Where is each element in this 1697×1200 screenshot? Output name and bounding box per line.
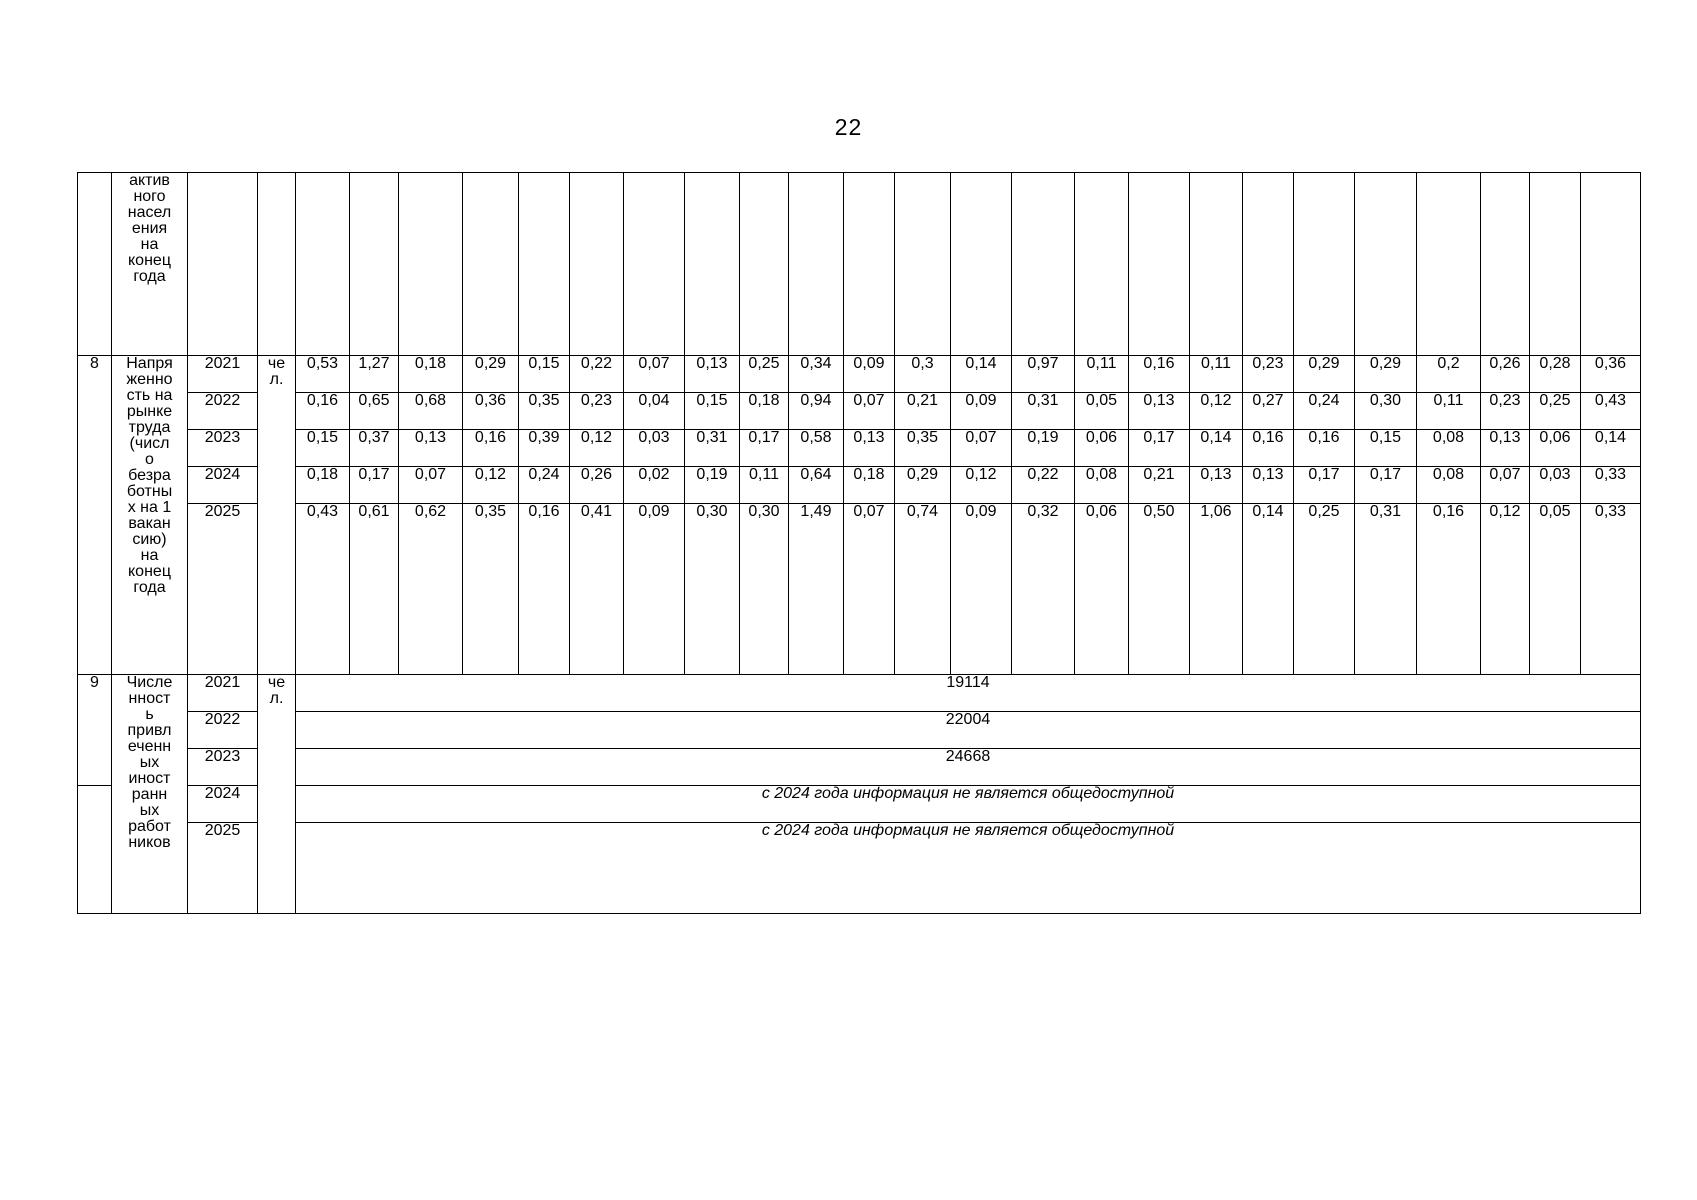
value-cell: 0,06 [1530, 430, 1581, 467]
value-cell: 0,07 [844, 504, 895, 675]
value-cell: 1,06 [1190, 504, 1243, 675]
value-cell: 0,28 [1530, 356, 1581, 393]
value-cell: 0,62 [399, 504, 463, 675]
year-cell [188, 173, 258, 356]
value-cell [519, 173, 570, 356]
value-cell [1481, 173, 1530, 356]
value-cell: 0,15 [519, 356, 570, 393]
value-cell: 0,05 [1075, 393, 1129, 430]
value-cell: 0,12 [1190, 393, 1243, 430]
value-cell: 0,36 [463, 393, 519, 430]
value-cell: 0,18 [844, 467, 895, 504]
value-cell: 0,16 [296, 393, 350, 430]
value-cell: 0,16 [1294, 430, 1355, 467]
table-row [78, 356, 1692, 393]
value-cell: 0,07 [951, 430, 1012, 467]
value-cell: 0,65 [350, 393, 399, 430]
value-cell: 0,25 [1294, 504, 1355, 675]
value-cell: 0,35 [895, 430, 951, 467]
table-row [78, 786, 1692, 823]
value-cell: 0,06 [1075, 430, 1129, 467]
value-cell [789, 173, 844, 356]
value-cell: 0,29 [1355, 356, 1417, 393]
value-cell: 0,24 [1294, 393, 1355, 430]
value-cell: 0,26 [1481, 356, 1530, 393]
value-cell: 0,25 [740, 356, 789, 393]
value-cell: 0,3 [895, 356, 951, 393]
value-cell: 0,23 [1481, 393, 1530, 430]
value-cell: 0,04 [624, 393, 685, 430]
value-cell [1530, 173, 1581, 356]
value-cell [895, 173, 951, 356]
value-cell: 0,11 [1190, 356, 1243, 393]
value-cell: 0,11 [740, 467, 789, 504]
value-cell: 0,07 [624, 356, 685, 393]
value-cell: 0,30 [1355, 393, 1417, 430]
value-cell: 0,31 [1012, 393, 1075, 430]
value-cell: 0,68 [399, 393, 463, 430]
value-cell: 0,07 [399, 467, 463, 504]
table-row [78, 712, 1692, 749]
year-cell: 2022 [188, 393, 258, 430]
value-cell [1012, 173, 1075, 356]
value-cell: 0,13 [1129, 393, 1190, 430]
value-cell: 0,36 [1581, 356, 1641, 393]
value-cell: 0,23 [570, 393, 624, 430]
value-cell: 0,18 [740, 393, 789, 430]
value-cell [1243, 173, 1294, 356]
value-cell: 0,13 [844, 430, 895, 467]
row-number: 8 [78, 356, 112, 675]
value-cell: 0,09 [951, 393, 1012, 430]
value-cell: 0,50 [1129, 504, 1190, 675]
value-cell: 0,07 [844, 393, 895, 430]
value-cell: 0,61 [350, 504, 399, 675]
value-cell: 0,30 [685, 504, 740, 675]
value-cell: 0,13 [399, 430, 463, 467]
note-cell: с 2024 года информация не является общедоступной [296, 823, 1641, 914]
value-cell [1075, 173, 1129, 356]
value-cell [624, 173, 685, 356]
value-cell: 0,97 [1012, 356, 1075, 393]
year-cell: 2021 [188, 675, 258, 712]
value-cell: 0,09 [951, 504, 1012, 675]
value-cell: 0,22 [1012, 467, 1075, 504]
value-cell: 0,21 [1129, 467, 1190, 504]
value-cell: 0,11 [1417, 393, 1481, 430]
value-cell: 0,09 [844, 356, 895, 393]
value-cell: 0,13 [1190, 467, 1243, 504]
value-cell: 0,12 [1481, 504, 1530, 675]
value-cell: 0,17 [1129, 430, 1190, 467]
table-row [78, 393, 1692, 430]
value-cell: 0,18 [296, 467, 350, 504]
value-cell: 0,14 [1581, 430, 1641, 467]
row-number-cell [78, 786, 112, 914]
value-cell: 0,14 [1243, 504, 1294, 675]
table-row [78, 430, 1692, 467]
value-cell: 0,08 [1417, 467, 1481, 504]
value-cell: 0,35 [519, 393, 570, 430]
value-cell: 0,29 [895, 467, 951, 504]
value-cell: 1,49 [789, 504, 844, 675]
note-cell: с 2024 года информация не является общедоступной [296, 786, 1641, 823]
table-row [78, 749, 1692, 786]
table-row [78, 467, 1692, 504]
value-cell: 0,27 [1243, 393, 1294, 430]
value-cell: 0,58 [789, 430, 844, 467]
value-cell [399, 173, 463, 356]
value-cell: 0,64 [789, 467, 844, 504]
value-cell: 0,22 [570, 356, 624, 393]
table-row [78, 675, 1692, 712]
unit-cell: че л. [258, 356, 296, 675]
value-cell: 0,23 [1243, 356, 1294, 393]
value-cell: 22004 [296, 712, 1641, 749]
value-cell: 0,03 [1530, 467, 1581, 504]
value-cell: 0,53 [296, 356, 350, 393]
value-cell: 0,15 [296, 430, 350, 467]
value-cell: 0,17 [1355, 467, 1417, 504]
value-cell: 0,16 [1417, 504, 1481, 675]
value-cell [844, 173, 895, 356]
row-number-cell [78, 173, 112, 356]
value-cell: 0,16 [1243, 430, 1294, 467]
year-cell: 2024 [188, 786, 258, 823]
value-cell: 0,41 [570, 504, 624, 675]
value-cell: 0,14 [951, 356, 1012, 393]
value-cell: 0,29 [1294, 356, 1355, 393]
value-cell: 0,24 [519, 467, 570, 504]
table-row [78, 173, 1692, 356]
value-cell: 0,13 [685, 356, 740, 393]
value-cell: 0,37 [350, 430, 399, 467]
page-number: 22 [834, 114, 863, 140]
value-cell [1190, 173, 1243, 356]
value-cell: 0,14 [1190, 430, 1243, 467]
value-cell: 0,31 [1355, 504, 1417, 675]
value-cell: 0,74 [895, 504, 951, 675]
value-cell: 0,12 [570, 430, 624, 467]
value-cell: 0,13 [1481, 430, 1530, 467]
value-cell: 0,05 [1530, 504, 1581, 675]
value-cell: 0,33 [1581, 504, 1641, 675]
value-cell: 0,16 [463, 430, 519, 467]
value-cell: 0,13 [1243, 467, 1294, 504]
value-cell: 0,12 [951, 467, 1012, 504]
value-cell: 0,11 [1075, 356, 1129, 393]
value-cell [350, 173, 399, 356]
value-cell [570, 173, 624, 356]
value-cell: 0,21 [895, 393, 951, 430]
value-cell: 0,06 [1075, 504, 1129, 675]
year-cell: 2023 [188, 430, 258, 467]
value-cell: 0,09 [624, 504, 685, 675]
value-cell [1294, 173, 1355, 356]
value-cell: 0,30 [740, 504, 789, 675]
value-cell [1129, 173, 1190, 356]
year-cell: 2025 [188, 504, 258, 675]
value-cell [1581, 173, 1641, 356]
value-cell [951, 173, 1012, 356]
year-cell: 2023 [188, 749, 258, 786]
value-cell: 0,07 [1481, 467, 1530, 504]
value-cell: 0,15 [685, 393, 740, 430]
value-cell [740, 173, 789, 356]
value-cell: 0,18 [399, 356, 463, 393]
value-cell [296, 173, 350, 356]
value-cell [1417, 173, 1481, 356]
value-cell: 0,43 [1581, 393, 1641, 430]
unit-cell: че л. [258, 675, 296, 914]
value-cell: 24668 [296, 749, 1641, 786]
year-cell: 2024 [188, 467, 258, 504]
value-cell: 0,03 [624, 430, 685, 467]
year-cell: 2021 [188, 356, 258, 393]
value-cell: 0,19 [1012, 430, 1075, 467]
value-cell [463, 173, 519, 356]
row-number: 9 [78, 675, 112, 786]
table-row [78, 504, 1692, 675]
value-cell: 0,02 [624, 467, 685, 504]
value-cell: 19114 [296, 675, 1641, 712]
value-cell: 0,33 [1581, 467, 1641, 504]
row-label: Числе нност ь привл еченн ых иност ранн ых работ ников [112, 675, 188, 914]
value-cell: 0,29 [463, 356, 519, 393]
value-cell [685, 173, 740, 356]
year-cell: 2022 [188, 712, 258, 749]
indicators-table [77, 172, 1692, 914]
value-cell: 0,94 [789, 393, 844, 430]
value-cell: 0,15 [1355, 430, 1417, 467]
value-cell: 0,12 [463, 467, 519, 504]
value-cell: 0,32 [1012, 504, 1075, 675]
table-row [78, 823, 1692, 914]
value-cell: 0,16 [1129, 356, 1190, 393]
value-cell: 0,08 [1417, 430, 1481, 467]
row-label: Напря женно сть на рынке труда (числ о безра ботны х на 1 вакан сию) на конец года [112, 356, 188, 675]
value-cell: 0,16 [519, 504, 570, 675]
value-cell: 0,17 [1294, 467, 1355, 504]
value-cell: 0,19 [685, 467, 740, 504]
unit-cell [258, 173, 296, 356]
value-cell: 0,43 [296, 504, 350, 675]
value-cell: 0,25 [1530, 393, 1581, 430]
year-cell: 2025 [188, 823, 258, 914]
value-cell [1355, 173, 1417, 356]
value-cell: 0,2 [1417, 356, 1481, 393]
value-cell: 0,31 [685, 430, 740, 467]
value-cell: 0,17 [740, 430, 789, 467]
value-cell: 0,17 [350, 467, 399, 504]
row-label-continued: актив ного насел ения на конец года [112, 173, 188, 356]
value-cell: 0,08 [1075, 467, 1129, 504]
value-cell: 0,34 [789, 356, 844, 393]
value-cell: 0,39 [519, 430, 570, 467]
value-cell: 1,27 [350, 356, 399, 393]
value-cell: 0,35 [463, 504, 519, 675]
value-cell: 0,26 [570, 467, 624, 504]
